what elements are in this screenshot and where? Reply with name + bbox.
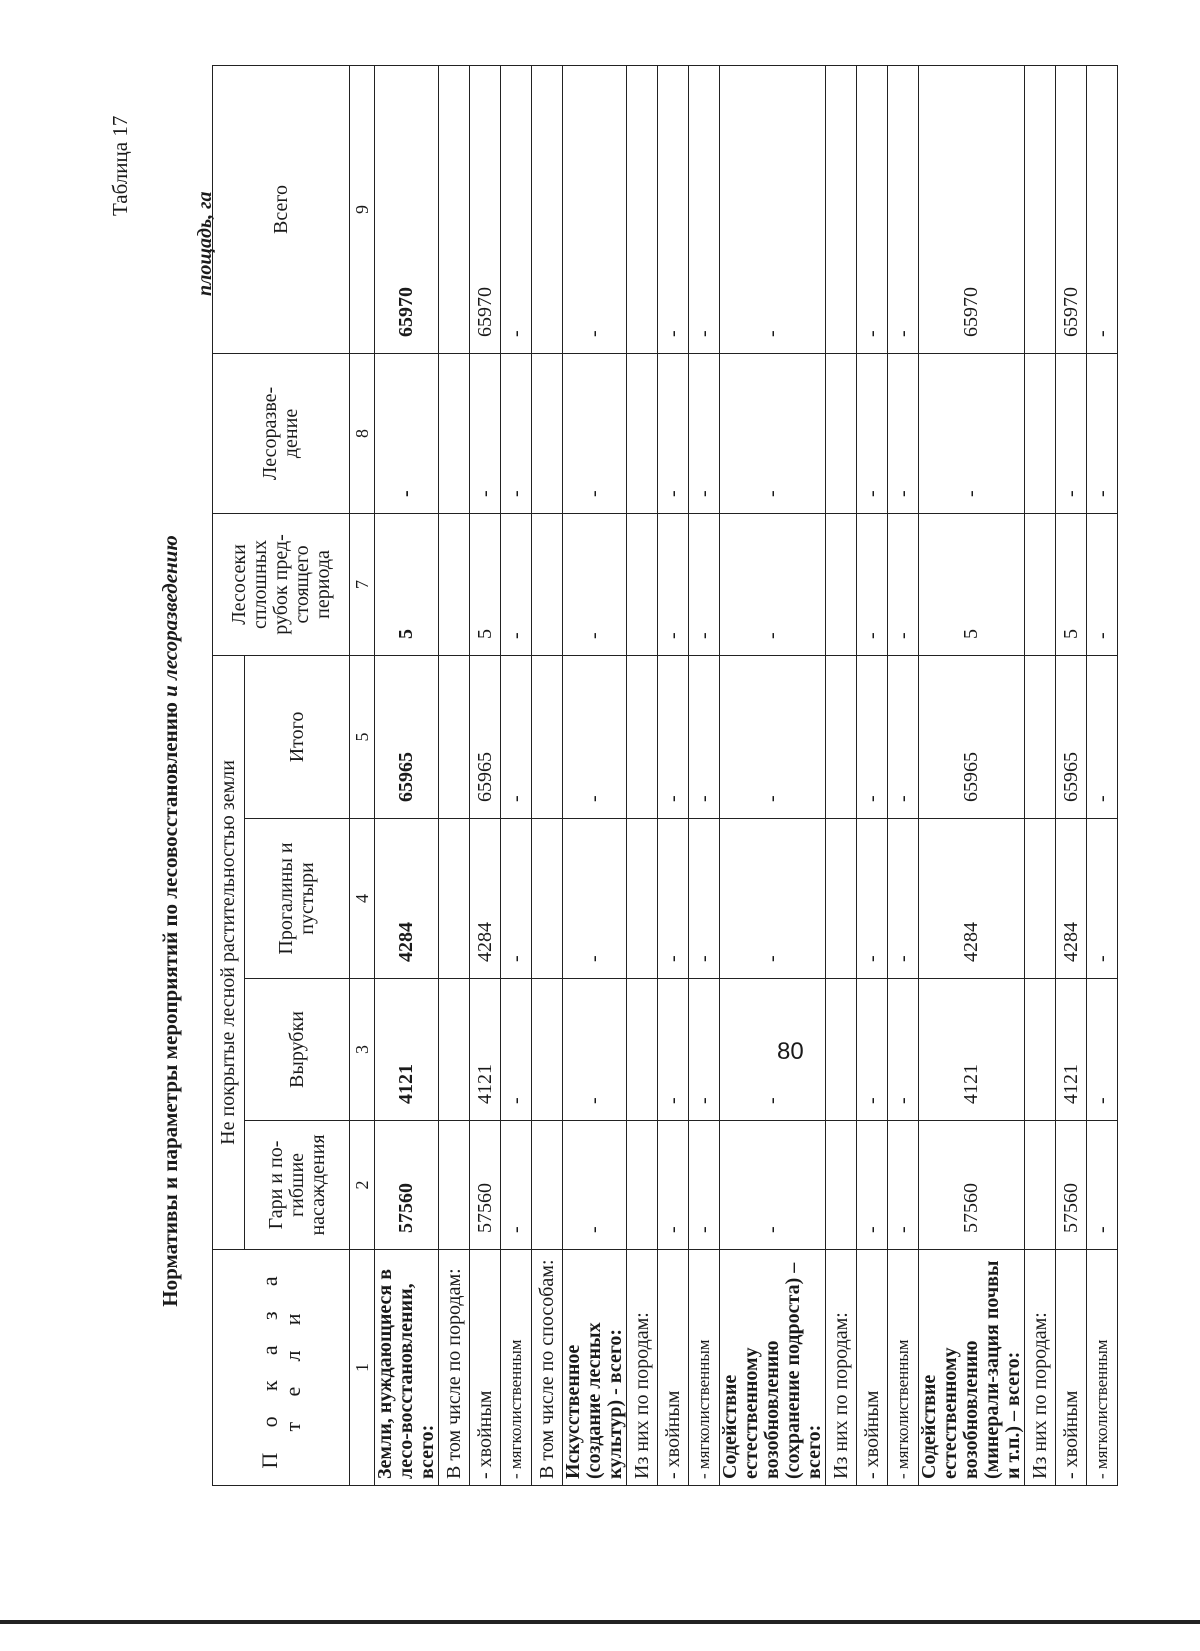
cell-value: 65970: [919, 65, 1025, 353]
table-row: [1056, 65, 1087, 1485]
cell-value: -: [689, 1121, 720, 1250]
cell-value: -: [375, 353, 439, 513]
cell-value: -: [857, 353, 888, 513]
cell-value: 5: [470, 513, 501, 655]
header-indicators: П о к а з а т е л и: [213, 1250, 350, 1486]
cell-value: -: [501, 353, 532, 513]
table-title: [158, 351, 183, 1491]
table-row: [658, 65, 689, 1485]
row-label: Земли, нуждающиеся в лесо-восстановлении, всего:: [375, 1250, 439, 1486]
column-number: 4: [350, 819, 375, 979]
cell-value: -: [501, 65, 532, 353]
cell-value: 65970: [1056, 65, 1087, 353]
cell-value: 57560: [1056, 1121, 1087, 1250]
cell-value: -: [563, 979, 627, 1121]
cell-value: -: [689, 513, 720, 655]
column-number: 9: [350, 65, 375, 353]
cell-value: [826, 655, 857, 818]
cell-value: [532, 979, 563, 1121]
cell-value: -: [919, 353, 1025, 513]
row-label: - мягколиственным: [501, 1250, 532, 1486]
cell-value: [627, 1121, 658, 1250]
cell-value: -: [563, 65, 627, 353]
header-col7: Лесосеки сплошных рубок пред- стоящего периода: [213, 513, 350, 655]
cell-value: -: [563, 1121, 627, 1250]
table-row: [1087, 65, 1118, 1485]
cell-value: -: [1087, 65, 1118, 353]
cell-value: [532, 65, 563, 353]
cell-value: -: [501, 819, 532, 979]
cell-value: -: [689, 655, 720, 818]
title-main: Нормативы и параметры мероприятий по лесовосстановлению: [158, 696, 182, 1307]
cell-value: [532, 819, 563, 979]
cell-value: [826, 819, 857, 979]
cell-value: [826, 979, 857, 1121]
table-row: [1025, 65, 1056, 1485]
cell-value: [532, 655, 563, 818]
table-row: [720, 65, 826, 1485]
header-col3: Вырубки: [245, 979, 350, 1121]
cell-value: -: [1087, 979, 1118, 1121]
cell-value: -: [720, 819, 826, 979]
cell-value: [532, 353, 563, 513]
cell-value: -: [689, 65, 720, 353]
page-number: 80: [777, 1038, 804, 1065]
table-row: [563, 65, 627, 1485]
cell-value: [826, 1121, 857, 1250]
cell-value: [1025, 1121, 1056, 1250]
cell-value: -: [720, 655, 826, 818]
row-label: - хвойным: [470, 1250, 501, 1486]
cell-value: -: [501, 655, 532, 818]
cell-value: -: [1087, 1121, 1118, 1250]
cell-value: -: [720, 513, 826, 655]
cell-value: -: [563, 819, 627, 979]
cell-value: 4121: [1056, 979, 1087, 1121]
table-row: [470, 65, 501, 1485]
cell-value: -: [563, 655, 627, 818]
cell-value: -: [689, 353, 720, 513]
cell-value: [439, 655, 470, 818]
cell-value: -: [658, 1121, 689, 1250]
cell-value: -: [720, 1121, 826, 1250]
cell-value: -: [888, 979, 919, 1121]
cell-value: -: [658, 65, 689, 353]
header-group-uncovered-lands: Не покрытые лесной растительностью земли: [213, 655, 245, 1249]
table-row: [375, 65, 439, 1485]
cell-value: [826, 353, 857, 513]
cell-value: [1025, 65, 1056, 353]
cell-value: [627, 513, 658, 655]
row-label: - хвойным: [658, 1250, 689, 1486]
cell-value: [439, 1121, 470, 1250]
title-italic: и лесоразведению: [158, 535, 182, 697]
header-col8: Лесоразве- дение: [213, 353, 350, 513]
data-table: [212, 65, 1118, 1486]
cell-value: [1025, 655, 1056, 818]
row-label: Искусственное (создание лесных культур) - всего:: [563, 1250, 627, 1486]
cell-value: 65965: [919, 655, 1025, 818]
cell-value: -: [857, 1121, 888, 1250]
table-row: [919, 65, 1025, 1485]
cell-value: 65965: [470, 655, 501, 818]
cell-value: 65965: [375, 655, 439, 818]
cell-value: [826, 513, 857, 655]
cell-value: -: [888, 655, 919, 818]
cell-value: [826, 65, 857, 353]
cell-value: -: [658, 353, 689, 513]
cell-value: [439, 65, 470, 353]
table-body: [375, 65, 1118, 1485]
cell-value: -: [658, 979, 689, 1121]
column-number: 8: [350, 353, 375, 513]
cell-value: -: [857, 513, 888, 655]
cell-value: -: [857, 65, 888, 353]
table-row: [888, 65, 919, 1485]
cell-value: -: [501, 513, 532, 655]
cell-value: -: [689, 979, 720, 1121]
cell-value: 4121: [470, 979, 501, 1121]
cell-value: 4121: [919, 979, 1025, 1121]
table-row: [439, 65, 470, 1485]
cell-value: -: [501, 979, 532, 1121]
header-row-group: [213, 65, 245, 1485]
cell-value: -: [857, 819, 888, 979]
cell-value: 65970: [375, 65, 439, 353]
cell-value: [439, 979, 470, 1121]
cell-value: 5: [1056, 513, 1087, 655]
cell-value: -: [1087, 819, 1118, 979]
row-label: - мягколиственным: [689, 1250, 720, 1486]
row-label: Из них по породам:: [1025, 1250, 1056, 1486]
cell-value: -: [720, 353, 826, 513]
cell-value: [1025, 513, 1056, 655]
table-row: [501, 65, 532, 1485]
row-label: - мягколиственным: [888, 1250, 919, 1486]
cell-value: [1025, 353, 1056, 513]
cell-value: [627, 655, 658, 818]
cell-value: -: [1087, 655, 1118, 818]
cell-value: [439, 513, 470, 655]
cell-value: -: [888, 353, 919, 513]
cell-value: -: [720, 65, 826, 353]
header-col9: Всего: [213, 65, 350, 353]
cell-value: [627, 979, 658, 1121]
column-number: 2: [350, 1121, 375, 1250]
cell-value: -: [888, 1121, 919, 1250]
row-label: Из них по породам:: [826, 1250, 857, 1486]
cell-value: 4284: [919, 819, 1025, 979]
column-number: 3: [350, 979, 375, 1121]
cell-value: 4284: [1056, 819, 1087, 979]
cell-value: 4284: [470, 819, 501, 979]
cell-value: -: [1056, 353, 1087, 513]
row-label: - хвойным: [857, 1250, 888, 1486]
cell-value: 4121: [375, 979, 439, 1121]
bottom-rule: [0, 1620, 1200, 1624]
column-number: 7: [350, 513, 375, 655]
cell-value: -: [470, 353, 501, 513]
cell-value: -: [857, 979, 888, 1121]
cell-value: [439, 819, 470, 979]
cell-value: [532, 513, 563, 655]
row-label: Содействие естественному возобновлению (сохранение подроста) – всего:: [720, 1250, 826, 1486]
header-col4: Прогалины и пустыри: [245, 819, 350, 979]
cell-value: 57560: [470, 1121, 501, 1250]
cell-value: 65970: [470, 65, 501, 353]
unit-label: площадь, га: [194, 191, 216, 296]
cell-value: 65965: [1056, 655, 1087, 818]
cell-value: -: [1087, 513, 1118, 655]
cell-value: 4284: [375, 819, 439, 979]
cell-value: -: [857, 655, 888, 818]
cell-value: -: [563, 513, 627, 655]
cell-value: -: [888, 819, 919, 979]
cell-value: -: [888, 65, 919, 353]
row-label: В том числе по породам:: [439, 1250, 470, 1486]
cell-value: [532, 1121, 563, 1250]
table-row: [627, 65, 658, 1485]
cell-value: [1025, 979, 1056, 1121]
cell-value: -: [658, 513, 689, 655]
row-label: - мягколиственным: [1087, 1250, 1118, 1486]
column-number: 1: [350, 1250, 375, 1486]
cell-value: -: [658, 819, 689, 979]
cell-value: [627, 353, 658, 513]
cell-value: 57560: [919, 1121, 1025, 1250]
header-number-row: [350, 65, 375, 1485]
table-row: [857, 65, 888, 1485]
cell-value: -: [1087, 353, 1118, 513]
table-row: [826, 65, 857, 1485]
table-row: [689, 65, 720, 1485]
table-row: [532, 65, 563, 1485]
row-label: Содействие естественному возобновлению (минерали-зация почвы и т.п.) – всего:: [919, 1250, 1025, 1486]
cell-value: [627, 65, 658, 353]
table-label: Таблица 17: [108, 115, 132, 216]
header-col2: Гари и по- гибшие насаждения: [245, 1121, 350, 1250]
row-label: В том числе по способам:: [532, 1250, 563, 1486]
row-label: - хвойным: [1056, 1250, 1087, 1486]
cell-value: 5: [375, 513, 439, 655]
cell-value: -: [720, 979, 826, 1121]
cell-value: [439, 353, 470, 513]
cell-value: -: [501, 1121, 532, 1250]
cell-value: 5: [919, 513, 1025, 655]
cell-value: [627, 819, 658, 979]
cell-value: 57560: [375, 1121, 439, 1250]
column-number: 5: [350, 655, 375, 818]
cell-value: [1025, 819, 1056, 979]
header-col5: Итого: [245, 655, 350, 818]
cell-value: -: [888, 513, 919, 655]
cell-value: -: [658, 655, 689, 818]
cell-value: -: [689, 819, 720, 979]
cell-value: -: [563, 353, 627, 513]
row-label: Из них по породам:: [627, 1250, 658, 1486]
